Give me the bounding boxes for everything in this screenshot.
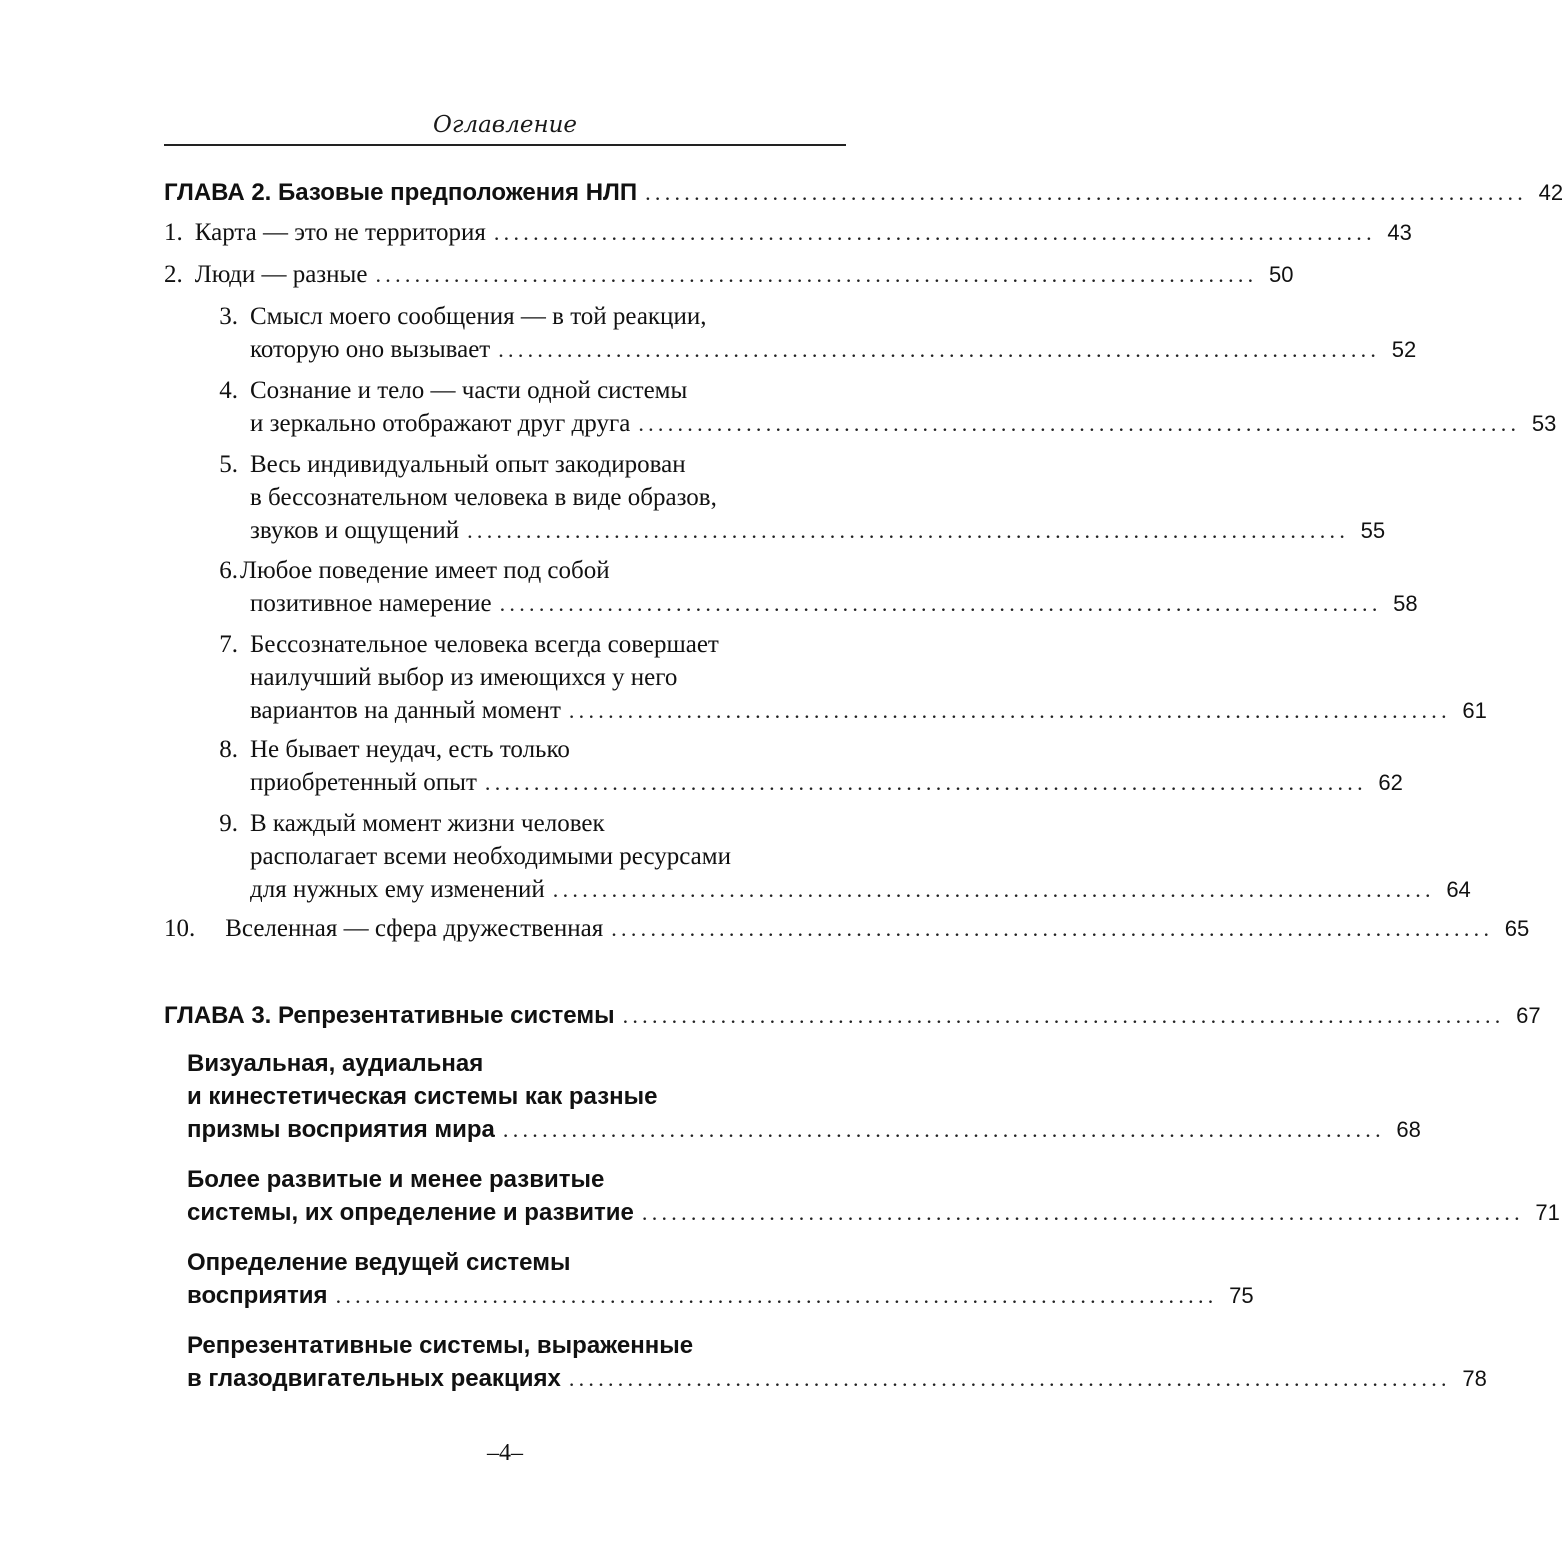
toc-section-4[interactable] — [164, 1329, 1487, 1395]
dot-leader: .......................................................................................... — [638, 411, 1521, 436]
item-text-line: позитивное намерение — [250, 590, 492, 617]
item-text-line: Бессознательное человека всегда совершает — [250, 631, 719, 658]
page-number: 55 — [1360, 518, 1386, 543]
toc-section-1[interactable] — [164, 1047, 1421, 1146]
item-text-line: вариантов на данный момент — [250, 697, 561, 724]
toc-section-2[interactable] — [164, 1163, 1560, 1229]
item-number: 4. — [219, 377, 238, 404]
dot-leader: .......................................................................................... — [375, 262, 1258, 287]
item-number: 7. — [219, 631, 238, 658]
item-number: 8. — [219, 736, 238, 763]
page-folio: –4– — [487, 1440, 523, 1466]
dot-leader: .......................................................................................... — [641, 1200, 1524, 1225]
page-number: 62 — [1378, 770, 1403, 795]
section-text-line: и кинестетическая системы как разные — [187, 1083, 658, 1110]
toc-section-3[interactable] — [164, 1246, 1254, 1312]
dot-leader: .......................................................................................... — [552, 877, 1435, 902]
page-number: 78 — [1462, 1366, 1487, 1391]
dot-leader: .......................................................................................... — [568, 698, 1451, 723]
page-number: 43 — [1387, 220, 1412, 245]
dot-leader: .......................................................................................... — [467, 518, 1350, 543]
toc-chapter-2[interactable] — [164, 176, 1563, 209]
page-number: 42 — [1538, 180, 1563, 205]
item-number: 6. — [219, 557, 238, 584]
toc-item-4[interactable] — [164, 374, 1557, 440]
item-number: 9. — [219, 810, 238, 837]
dot-leader: .......................................................................................... — [502, 1117, 1385, 1142]
item-text-line: приобретенный опыт — [250, 769, 477, 796]
page-number: 65 — [1504, 916, 1530, 941]
section-text-line: призмы восприятия мира — [187, 1116, 495, 1143]
page-number: 67 — [1516, 1003, 1541, 1028]
item-text-line: для нужных ему изменений — [250, 876, 545, 903]
item-text-line: звуков и ощущений — [250, 517, 460, 544]
toc-chapter-3[interactable] — [164, 999, 1541, 1032]
dot-leader: .......................................................................................... — [498, 337, 1381, 362]
section-text-line: Более развитые и менее развитые — [187, 1166, 605, 1193]
item-text-line: которую оно вызывает — [250, 336, 491, 363]
toc-item-7[interactable] — [164, 628, 1487, 727]
page-number: 75 — [1229, 1283, 1254, 1308]
dot-leader: .......................................................................................... — [493, 220, 1376, 245]
toc-item-8[interactable] — [164, 733, 1403, 799]
dot-leader: .......................................................................................... — [645, 180, 1528, 205]
dot-leader: .......................................................................................... — [499, 591, 1382, 616]
toc-item-9[interactable] — [164, 807, 1471, 906]
running-head: Оглавление — [432, 112, 578, 138]
item-number: 1. — [164, 219, 183, 246]
toc-item-3[interactable] — [164, 300, 1417, 366]
dot-leader: .......................................................................................... — [335, 1283, 1218, 1308]
item-text-line: наилучший выбор из имеющихся у него — [250, 664, 678, 691]
section-text-line: в глазодвигательных реакциях — [187, 1365, 561, 1392]
section-text-line: восприятия — [187, 1282, 328, 1309]
toc-item-1[interactable] — [164, 216, 1412, 249]
item-number: 2. — [164, 261, 183, 288]
dot-leader: .......................................................................................... — [622, 1003, 1505, 1028]
page-number: 64 — [1446, 877, 1471, 902]
item-number: 3. — [219, 303, 238, 330]
toc-item-2[interactable] — [164, 258, 1294, 291]
item-text-line: Весь индивидуальный опыт закодирован — [250, 451, 686, 478]
item-text-line: Смысл моего сообщения — в той реакции, — [250, 303, 707, 330]
item-text-line: Вселенная — сфера дружественная — [225, 915, 604, 942]
item-number: 10. — [164, 915, 196, 942]
chapter-title: ГЛАВА 2. Базовые предположения НЛП — [164, 179, 638, 206]
section-text-line: Определение ведущей системы — [187, 1249, 571, 1276]
section-text-line: системы, их определение и развитие — [187, 1199, 634, 1226]
dot-leader: .......................................................................................... — [484, 770, 1367, 795]
section-text-line: Репрезентативные системы, выраженные — [187, 1332, 694, 1359]
page-number: 58 — [1393, 591, 1418, 616]
chapter-title: ГЛАВА 3. Репрезентативные системы — [164, 1002, 615, 1029]
item-text-line: Карта — это не территория — [194, 219, 486, 246]
item-text-line: Любое поведение имеет под собой — [240, 557, 610, 584]
item-text-line: Люди — разные — [194, 261, 368, 288]
page-number: 52 — [1391, 337, 1417, 362]
page-number: 61 — [1462, 698, 1487, 723]
toc-item-5[interactable] — [164, 448, 1386, 547]
dot-leader: .......................................................................................... — [611, 916, 1494, 941]
item-text-line: и зеркально отображают друг друга — [250, 410, 631, 437]
item-number: 5. — [219, 451, 238, 478]
item-text-line: Не бывает неудач, есть только — [250, 736, 570, 763]
dot-leader: .......................................................................................... — [568, 1366, 1451, 1391]
item-text-line: В каждый момент жизни человек — [250, 810, 605, 837]
toc-item-10[interactable] — [164, 912, 1530, 945]
page-number: 71 — [1535, 1200, 1560, 1225]
page-number: 53 — [1531, 411, 1557, 436]
header-rule — [164, 144, 846, 146]
page-number: 50 — [1268, 262, 1294, 287]
page-number: 68 — [1396, 1117, 1421, 1142]
item-text-line: Сознание и тело — части одной системы — [250, 377, 688, 404]
toc-item-6[interactable] — [164, 554, 1418, 620]
item-text-line: располагает всеми необходимыми ресурсами — [250, 843, 731, 870]
section-text-line: Визуальная, аудиальная — [187, 1050, 484, 1077]
item-text-line: в бессознательном человека в виде образов, — [250, 484, 717, 511]
